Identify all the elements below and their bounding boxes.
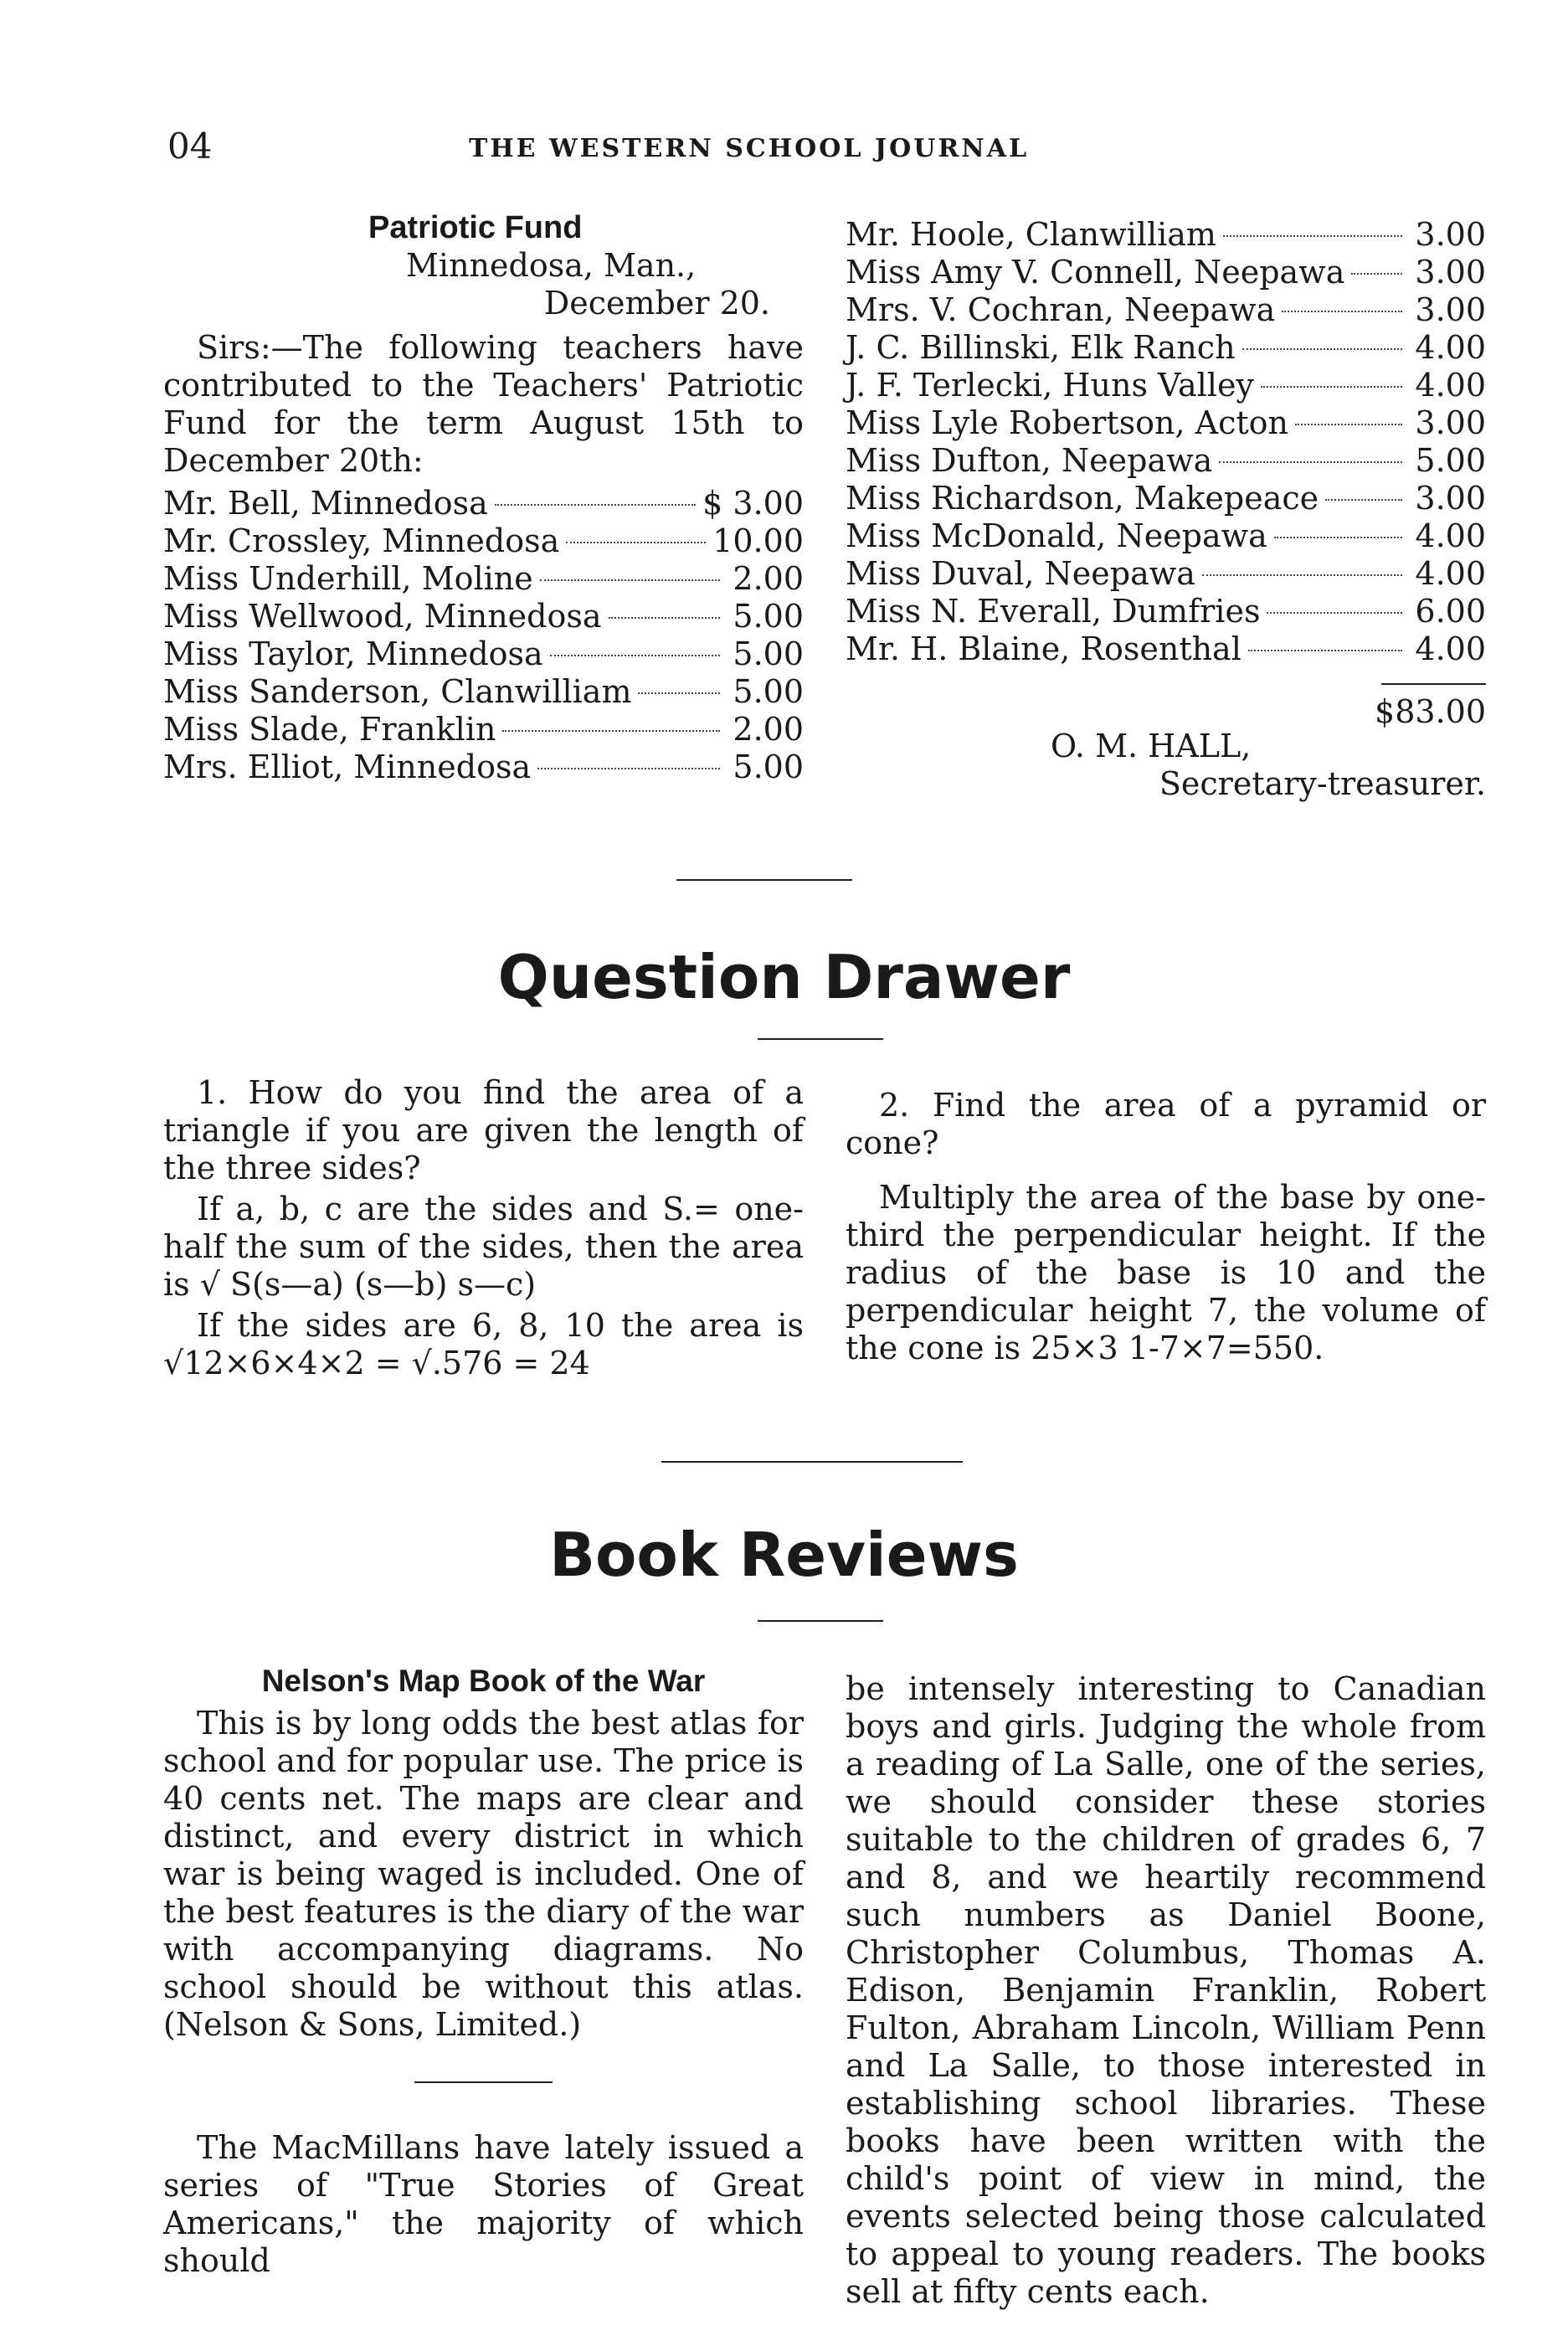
contributor-name: Mr. Hoole, Clanwilliam — [846, 216, 1216, 253]
contributor-name: Miss Sanderson, Clanwilliam — [163, 673, 632, 710]
question-drawer-title: Question Drawer — [497, 942, 1071, 1012]
contributor-name: Miss Wellwood, Minnedosa — [163, 598, 602, 635]
contribution-amount: 3.00 — [1415, 480, 1486, 517]
contribution-amount: 4.00 — [1415, 517, 1486, 554]
question-1: 1. How do you find the area of a triangle if you are given the length of the three sides? — [163, 1074, 804, 1186]
contributor-name: Miss Duval, Neepawa — [846, 555, 1195, 592]
contributor-name: Miss Dufton, Neepawa — [846, 442, 1213, 479]
contributor-entry — [846, 329, 1486, 367]
contributor-name: Miss Slade, Franklin — [163, 711, 496, 748]
leader-dots — [1267, 612, 1402, 614]
contribution-amount: 4.00 — [1415, 367, 1486, 404]
review-right-column — [846, 1670, 1486, 2311]
leader-dots — [1219, 461, 1402, 463]
review-1-title: Nelson's Map Book of the War — [261, 1664, 706, 1698]
contribution-amount: 4.00 — [1415, 555, 1486, 592]
running-head: THE WESTERN SCHOOL JOURNAL — [469, 134, 1030, 163]
contributor-name: Mr. Bell, Minnedosa — [163, 485, 488, 522]
contributor-entry — [163, 560, 804, 598]
leader-dots — [1274, 537, 1402, 538]
contributor-name: Mrs. V. Cochran, Neepawa — [846, 291, 1276, 328]
divider-rule — [661, 1461, 963, 1463]
page-number: 04 — [167, 126, 213, 167]
leader-dots — [1282, 311, 1402, 312]
contribution-amount: 5.00 — [1415, 442, 1486, 479]
leader-dots — [1325, 499, 1402, 501]
answer-1-part-2: If the sides are 6, 8, 10 the area is √12×6×4×2 = √.576 = 24 — [163, 1307, 804, 1381]
contribution-amount: 4.00 — [1415, 630, 1486, 667]
leader-dots — [1248, 650, 1402, 651]
fund-date: December 20. — [543, 285, 770, 322]
contribution-amount: 2.00 — [733, 711, 804, 748]
contribution-amount: 2.00 — [733, 560, 804, 597]
question-2-column — [846, 1087, 1486, 1367]
contribution-amount: 3.00 — [1415, 254, 1486, 291]
fund-intro: Sirs:—The following teachers have contributed to the Teachers' Patriotic Fund for the term August 15th to December 20th: — [163, 329, 804, 479]
contribution-amount: 3.00 — [1415, 291, 1486, 328]
contributor-name: Miss Richardson, Makepeace — [846, 480, 1319, 517]
review-2-continued: be intensely interesting to Canadian boys and girls. Judging the whole from a reading of La Salle, one of the series, we should consider these stories suitable to the children of grades 6, 7 and 8, and we heartily recommend such numbers as Daniel Boone, Christopher Columbus, Thomas A. Edison, Benjamin Franklin, Robert Fulton, Abraham Lincoln, William Penn and La Salle, to those interested in establishing school libraries. These books have been written with the child's point of view in mind, the events selected being those calculated to appeal to young readers. The books sell at fifty cents each. — [846, 1670, 1486, 2310]
contributor-name: Miss Lyle Robertson, Acton — [846, 404, 1288, 441]
contributor-entry — [846, 517, 1486, 555]
leader-dots — [566, 542, 706, 543]
answer-1-part-1: If a, b, c are the sides and S.= one-half the sum of the sides, then the area is √ S(s—a) (s—b) s—c) — [163, 1191, 804, 1303]
contribution-amount: 5.00 — [733, 635, 804, 672]
contributor-entry — [846, 593, 1486, 630]
contributor-name: Miss Taylor, Minnedosa — [163, 635, 543, 672]
patriotic-fund-left — [163, 209, 804, 786]
question-2: 2. Find the area of a pyramid or cone? — [846, 1087, 1486, 1161]
contributor-entry — [846, 404, 1486, 442]
contributor-entry — [163, 522, 804, 560]
patriotic-fund-title: Patriotic Fund — [368, 210, 583, 245]
leader-dots — [540, 579, 720, 581]
contributor-entry — [163, 711, 804, 749]
contributor-entry — [846, 442, 1486, 480]
review-left-column — [163, 1662, 804, 2280]
leader-dots — [1223, 235, 1402, 237]
contributor-entry — [846, 216, 1486, 254]
contributor-entry — [846, 630, 1486, 668]
contribution-amount: 4.00 — [1415, 329, 1486, 366]
leader-dots — [502, 730, 720, 732]
contribution-amount: 10.00 — [712, 522, 804, 559]
title-underline — [758, 1620, 883, 1622]
divider-rule — [676, 879, 852, 881]
contributor-entry — [163, 635, 804, 673]
fund-place: Minnedosa, Man., — [406, 247, 697, 284]
contribution-amount: 5.00 — [733, 749, 804, 785]
total-rule — [1381, 683, 1486, 685]
patriotic-fund-right — [846, 216, 1486, 803]
review-separator — [414, 2081, 553, 2083]
review-2-start: The MacMillans have lately issued a series of "True Stories of Great Americans," the majority of which should — [163, 2129, 804, 2279]
contributor-entry — [163, 673, 804, 711]
contributor-name: J. C. Billinski, Elk Ranch — [846, 329, 1236, 366]
contributor-entry — [846, 254, 1486, 291]
left-contributor-list — [163, 485, 804, 786]
leader-dots — [1351, 273, 1402, 275]
contributor-entry — [163, 749, 804, 786]
contributor-entry — [846, 291, 1486, 329]
contributor-name: J. F. Terlecki, Huns Valley — [846, 367, 1254, 404]
answer-2: Multiply the area of the base by one-third the perpendicular height. If the radius of the base is 10 and the perpendicular height 7, the volume of the cone is 25×3 1-7×7=550. — [846, 1179, 1486, 1366]
leader-dots — [1202, 574, 1402, 576]
contribution-amount: 3.00 — [1415, 216, 1486, 253]
contributor-name: Mrs. Elliot, Minnedosa — [163, 749, 532, 785]
leader-dots — [609, 617, 720, 619]
contributor-entry — [163, 598, 804, 635]
contribution-amount: 5.00 — [733, 673, 804, 710]
leader-dots — [550, 655, 720, 656]
contributor-entry — [163, 485, 804, 522]
signer-title: Secretary-treasurer. — [1159, 765, 1486, 802]
contribution-amount: 5.00 — [733, 598, 804, 635]
contribution-amount: 6.00 — [1415, 593, 1486, 630]
contributor-name: Miss N. Everall, Dumfries — [846, 593, 1261, 630]
fund-total: $83.00 — [1375, 693, 1486, 730]
right-contributor-list — [846, 216, 1486, 668]
leader-dots — [1295, 424, 1402, 425]
leader-dots — [537, 768, 720, 769]
contributor-name: Mr. H. Blaine, Rosenthal — [846, 630, 1242, 667]
leader-dots — [1261, 386, 1402, 388]
contributor-entry — [846, 555, 1486, 593]
contributor-name: Mr. Crossley, Minnedosa — [163, 522, 560, 559]
book-reviews-title: Book Reviews — [549, 1520, 1019, 1590]
signer-name: O. M. HALL, — [1051, 728, 1252, 764]
leader-dots — [638, 692, 720, 694]
title-underline — [758, 1038, 883, 1040]
contributor-name: Miss Underhill, Moline — [163, 560, 533, 597]
contributor-entry — [846, 367, 1486, 404]
leader-dots — [495, 504, 696, 506]
question-1-column — [163, 1074, 804, 1382]
contributor-name: Miss McDonald, Neepawa — [846, 517, 1267, 554]
contribution-amount: $ 3.00 — [702, 485, 804, 522]
contribution-amount: 3.00 — [1415, 404, 1486, 441]
leader-dots — [1242, 348, 1402, 350]
contributor-name: Miss Amy V. Connell, Neepawa — [846, 254, 1345, 291]
review-1-body: This is by long odds the best atlas for school and for popular use. The price is 40 cents net. The maps are clear and distinct, and every district in which war is being waged is included. One of the best features is the diary of the war with accompanying diagrams. No school should be without this atlas. (Nelson & Sons, Limited.) — [163, 1705, 804, 2043]
contributor-entry — [846, 480, 1486, 517]
